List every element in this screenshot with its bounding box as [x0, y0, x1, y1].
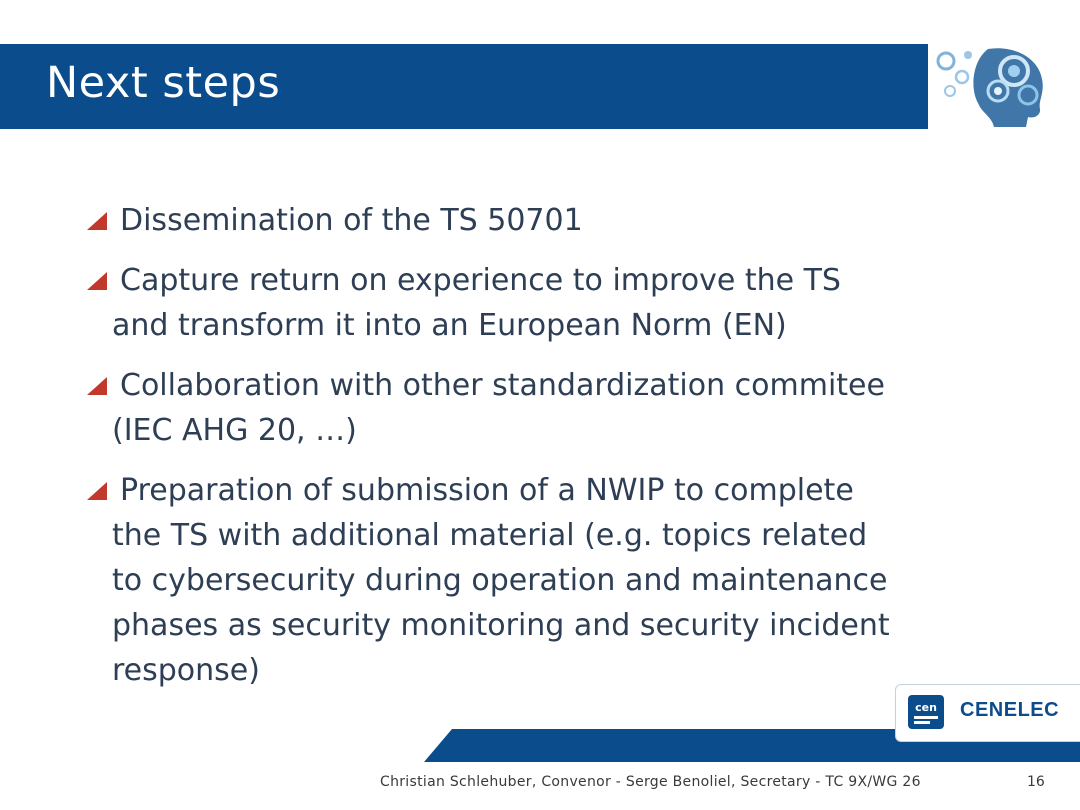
triangle-bullet-icon [87, 272, 107, 290]
page-number: 16 [1027, 774, 1045, 790]
bullet-text: Capture return on experience to improve the TS [120, 263, 841, 298]
bullet-list [112, 198, 1012, 708]
bullet-text: to cybersecurity during operation and maintenance [112, 563, 888, 598]
footer-text: Christian Schlehuber, Convenor - Serge Benoliel, Secretary - TC 9X/WG 26 [380, 774, 921, 790]
bullet-text: and transform it into an European Norm (EN) [112, 308, 787, 343]
cen-logo-icon [908, 695, 944, 729]
cen-label: cen [915, 701, 937, 714]
gear-brain-icon [928, 43, 1048, 129]
triangle-bullet-icon [87, 212, 107, 230]
bullet-item [112, 468, 1012, 693]
partner-logo [895, 684, 1080, 742]
triangle-bullet-icon [87, 482, 107, 500]
bullet-text: phases as security monitoring and security incident [112, 608, 890, 643]
bullet-text: Dissemination of the TS 50701 [120, 203, 583, 238]
cenelec-wordmark: CENELEC [960, 699, 1060, 721]
bullet-text: Collaboration with other standardization commitee [120, 368, 885, 403]
bullet-text: the TS with additional material (e.g. topics related [112, 518, 868, 553]
bullet-text: response) [112, 653, 260, 688]
bullet-item [112, 258, 1012, 348]
triangle-bullet-icon [87, 377, 107, 395]
page-title: Next steps [46, 58, 281, 108]
bullet-text: Preparation of submission of a NWIP to complete [120, 473, 854, 508]
bullet-item [112, 198, 1012, 243]
bullet-text: (IEC AHG 20, …) [112, 413, 357, 448]
bullet-item [112, 363, 1012, 453]
